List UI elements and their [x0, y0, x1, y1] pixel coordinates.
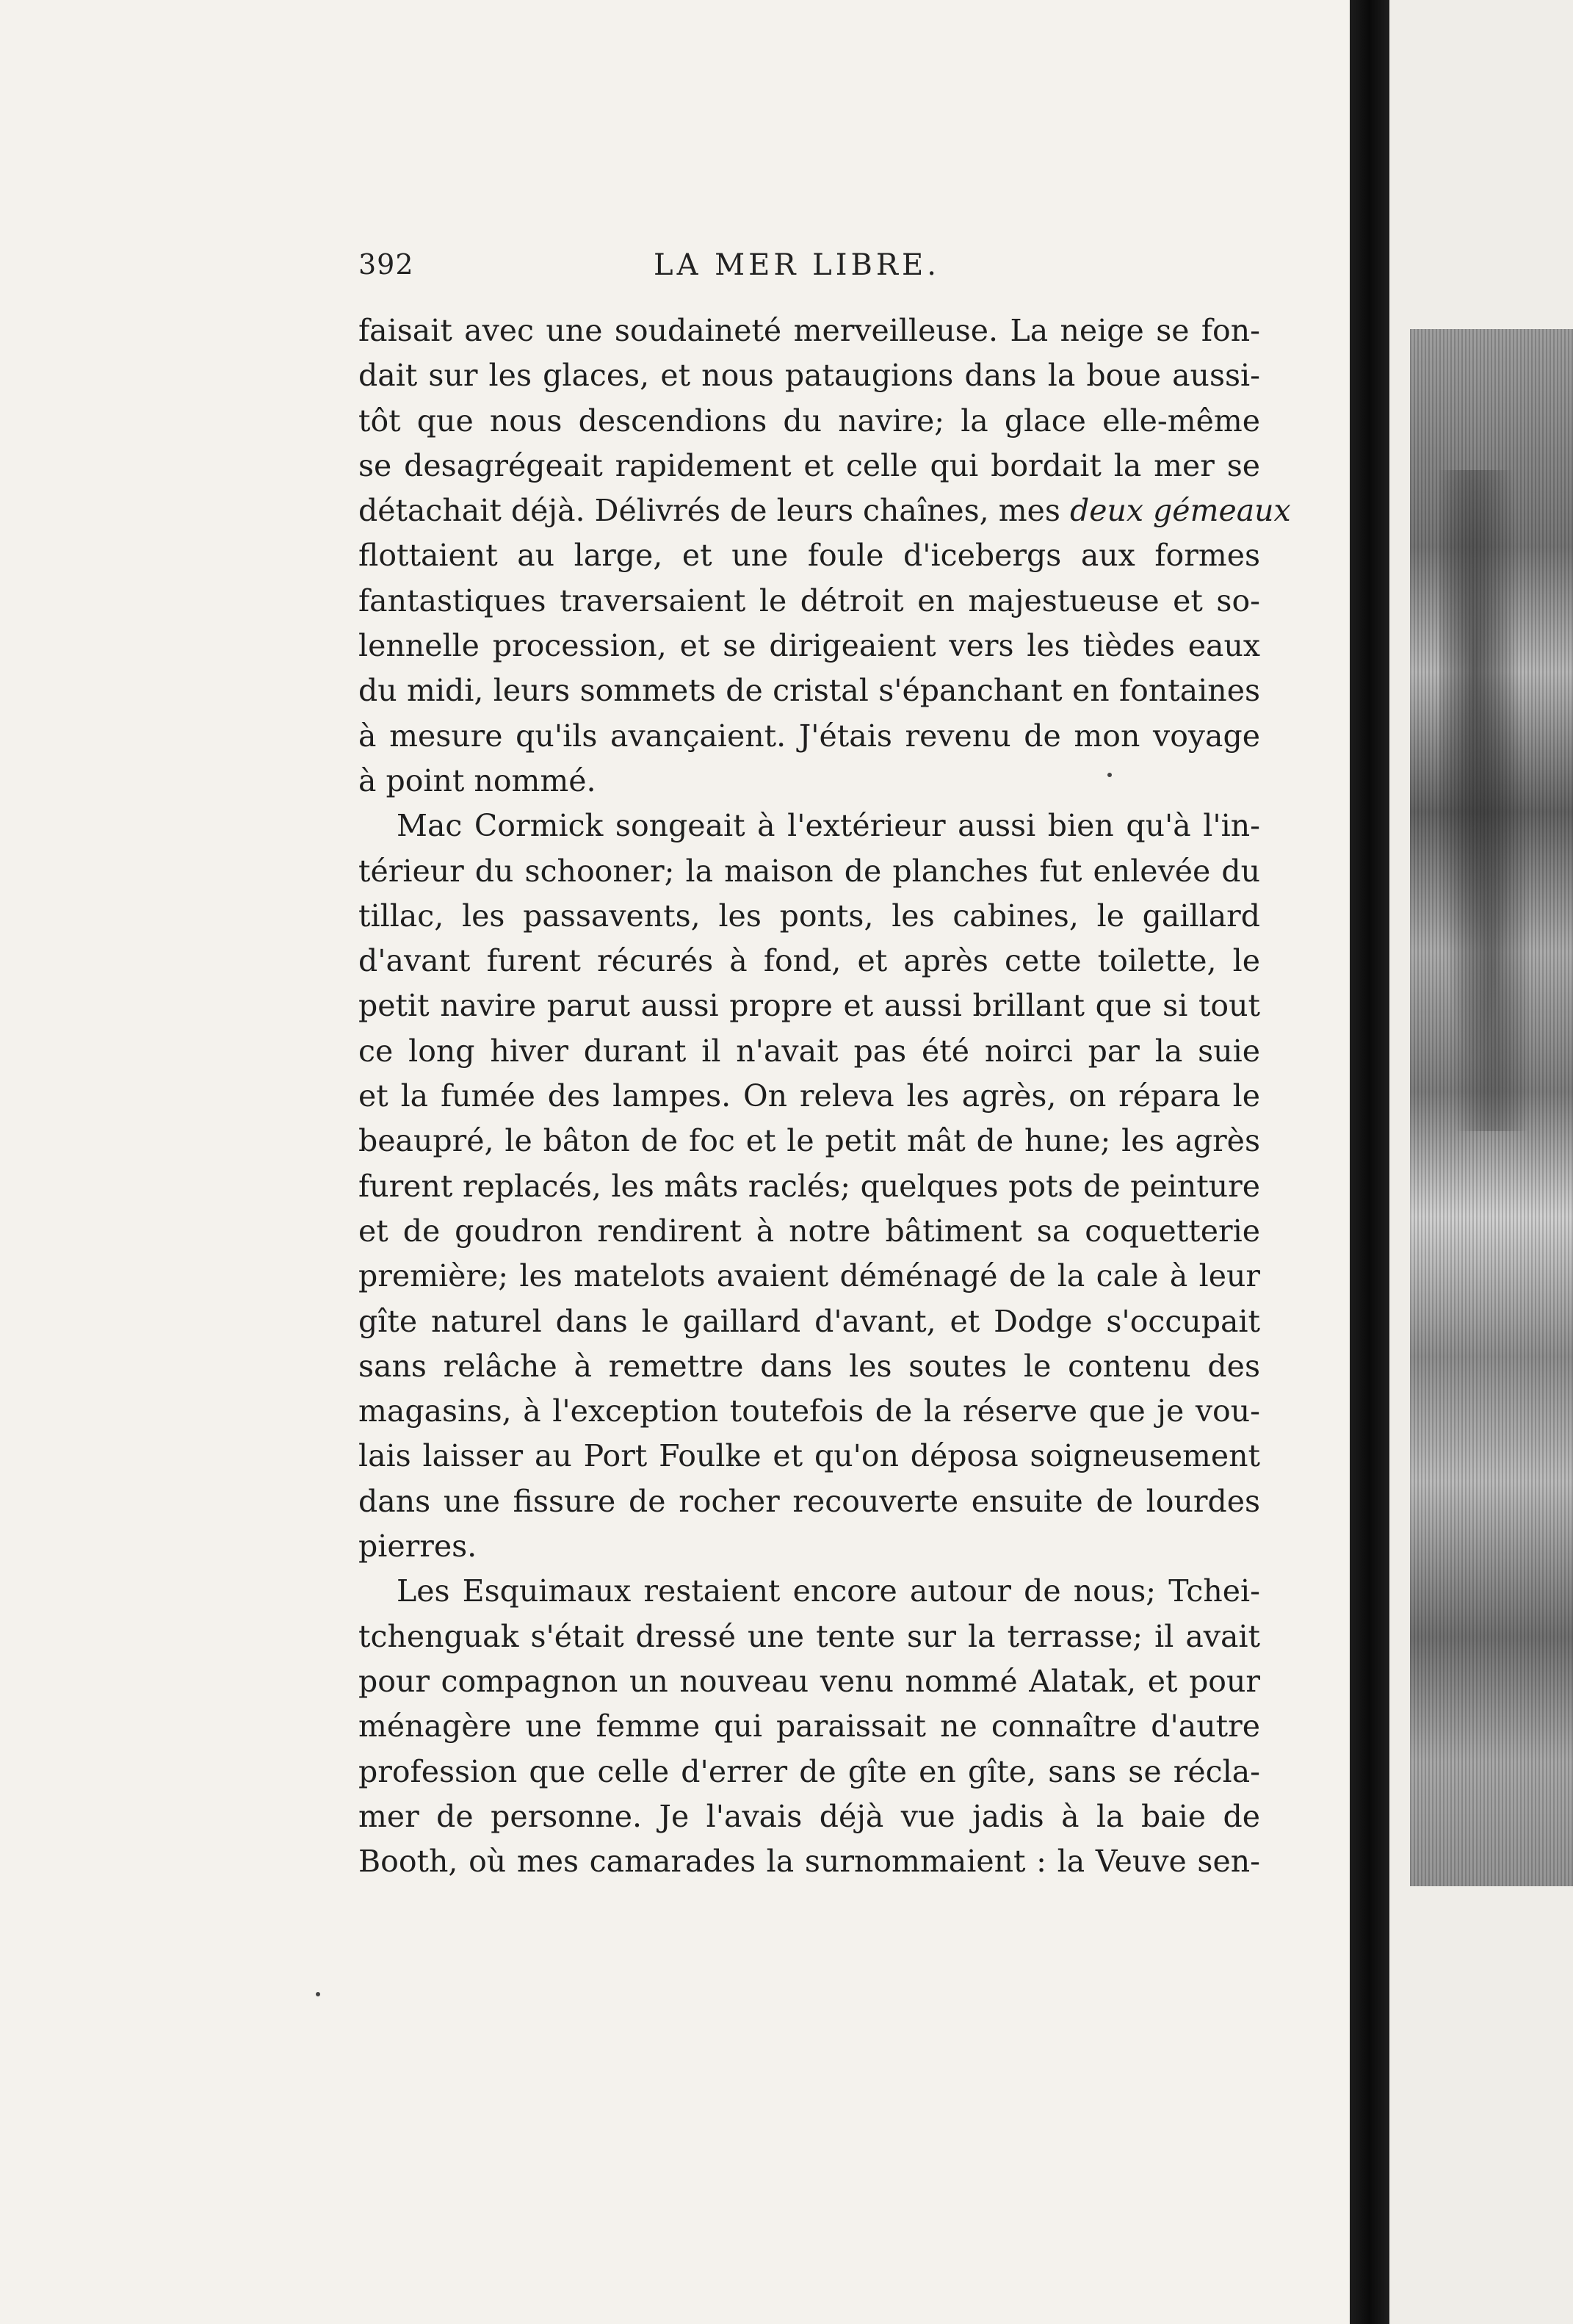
- text-line: mer de personne. Je l'avais déjà vue jadis à la baie de: [358, 1798, 1260, 1834]
- engraving-shading: [1439, 470, 1527, 1131]
- text-line: dans une fissure de rocher recouverte ensuite de lourdes: [358, 1483, 1260, 1519]
- text-line: Mac Cormick songeait à l'extérieur aussi bien qu'à l'in-: [397, 808, 1260, 844]
- text-line: et de goudron rendirent à notre bâtiment sa coquetterie: [358, 1213, 1260, 1249]
- text-line: à point nommé.: [358, 762, 596, 798]
- text-run: détachait déjà. Délivrés de leurs chaînes, mes: [358, 493, 1060, 529]
- text-line: faisait avec une soudaineté merveilleuse. La neige se fon-: [358, 313, 1260, 348]
- body-text: [358, 308, 1291, 1884]
- text-line: ce long hiver durant il n'avait pas été noirci par la suie: [358, 1033, 1260, 1069]
- text-line: première; les matelots avaient déménagé de la cale à leur: [358, 1258, 1260, 1294]
- text-line: et la fumée des lampes. On releva les agrès, on répara le: [358, 1078, 1260, 1114]
- text-line: sans relâche à remettre dans les soutes le contenu des: [358, 1348, 1260, 1384]
- text-line: [358, 488, 1291, 533]
- text-line: flottaient au large, et une foule d'icebergs aux formes: [358, 538, 1260, 574]
- text-line: lais laisser au Port Foulke et qu'on déposa soigneusement: [358, 1438, 1260, 1474]
- text-line: tillac, les passavents, les ponts, les cabines, le gaillard: [358, 898, 1260, 934]
- text-line: profession que celle d'errer de gîte en gîte, sans se récla-: [358, 1753, 1260, 1789]
- text-line: gîte naturel dans le gaillard d'avant, et Dodge s'occupait: [358, 1303, 1260, 1339]
- text-line: tchenguak s'était dressé une tente sur la terrasse; il avait: [358, 1618, 1260, 1654]
- text-line: magasins, à l'exception toutefois de la réserve que je vou-: [358, 1393, 1260, 1429]
- text-line: térieur du schooner; la maison de planches fut enlevée du: [358, 853, 1260, 889]
- text-line: fantastiques traversaient le détroit en majestueuse et so-: [358, 582, 1260, 618]
- text-line: beaupré, le bâton de foc et le petit mât de hune; les agrès: [358, 1123, 1260, 1159]
- text-line: se desagrégeait rapidement et celle qui bordait la mer se: [358, 447, 1260, 483]
- text-line: pour compagnon un nouveau venu nommé Alatak, et pour: [358, 1663, 1260, 1699]
- text-line: dait sur les glaces, et nous pataugions dans la boue aussi-: [358, 358, 1260, 394]
- running-title: LA MER LIBRE.: [654, 248, 940, 282]
- text-line: d'avant furent récurés à fond, et après cette toilette, le: [358, 943, 1260, 979]
- ink-speck: [316, 1992, 320, 1996]
- book-gutter: [1350, 0, 1389, 2324]
- text-line: Booth, où mes camarades la surnommaient : la Veuve sen-: [358, 1844, 1260, 1880]
- text-line: furent replacés, les mâts raclés; quelques pots de peinture: [358, 1168, 1260, 1204]
- page-header: [358, 248, 1262, 292]
- text-line: lennelle procession, et se dirigeaient vers les tièdes eaux: [358, 628, 1260, 664]
- text-line: petit navire parut aussi propre et aussi brillant que si tout: [358, 988, 1260, 1024]
- page-number: 392: [358, 248, 414, 281]
- text-line: pierres.: [358, 1529, 477, 1565]
- text-line: ménagère une femme qui paraissait ne connaître d'autre: [358, 1708, 1260, 1744]
- text-line: à mesure qu'ils avançaient. J'étais revenu de mon voyage: [358, 718, 1260, 754]
- text-line: tôt que nous descendions du navire; la glace elle-même: [358, 403, 1260, 439]
- text-line: Les Esquimaux restaient encore autour de nous; Tchei-: [397, 1573, 1260, 1609]
- text-line: du midi, leurs sommets de cristal s'épanchant en fontaines: [358, 673, 1260, 709]
- ink-speck: [1107, 773, 1112, 777]
- italic-phrase: deux gémeaux: [1069, 493, 1291, 529]
